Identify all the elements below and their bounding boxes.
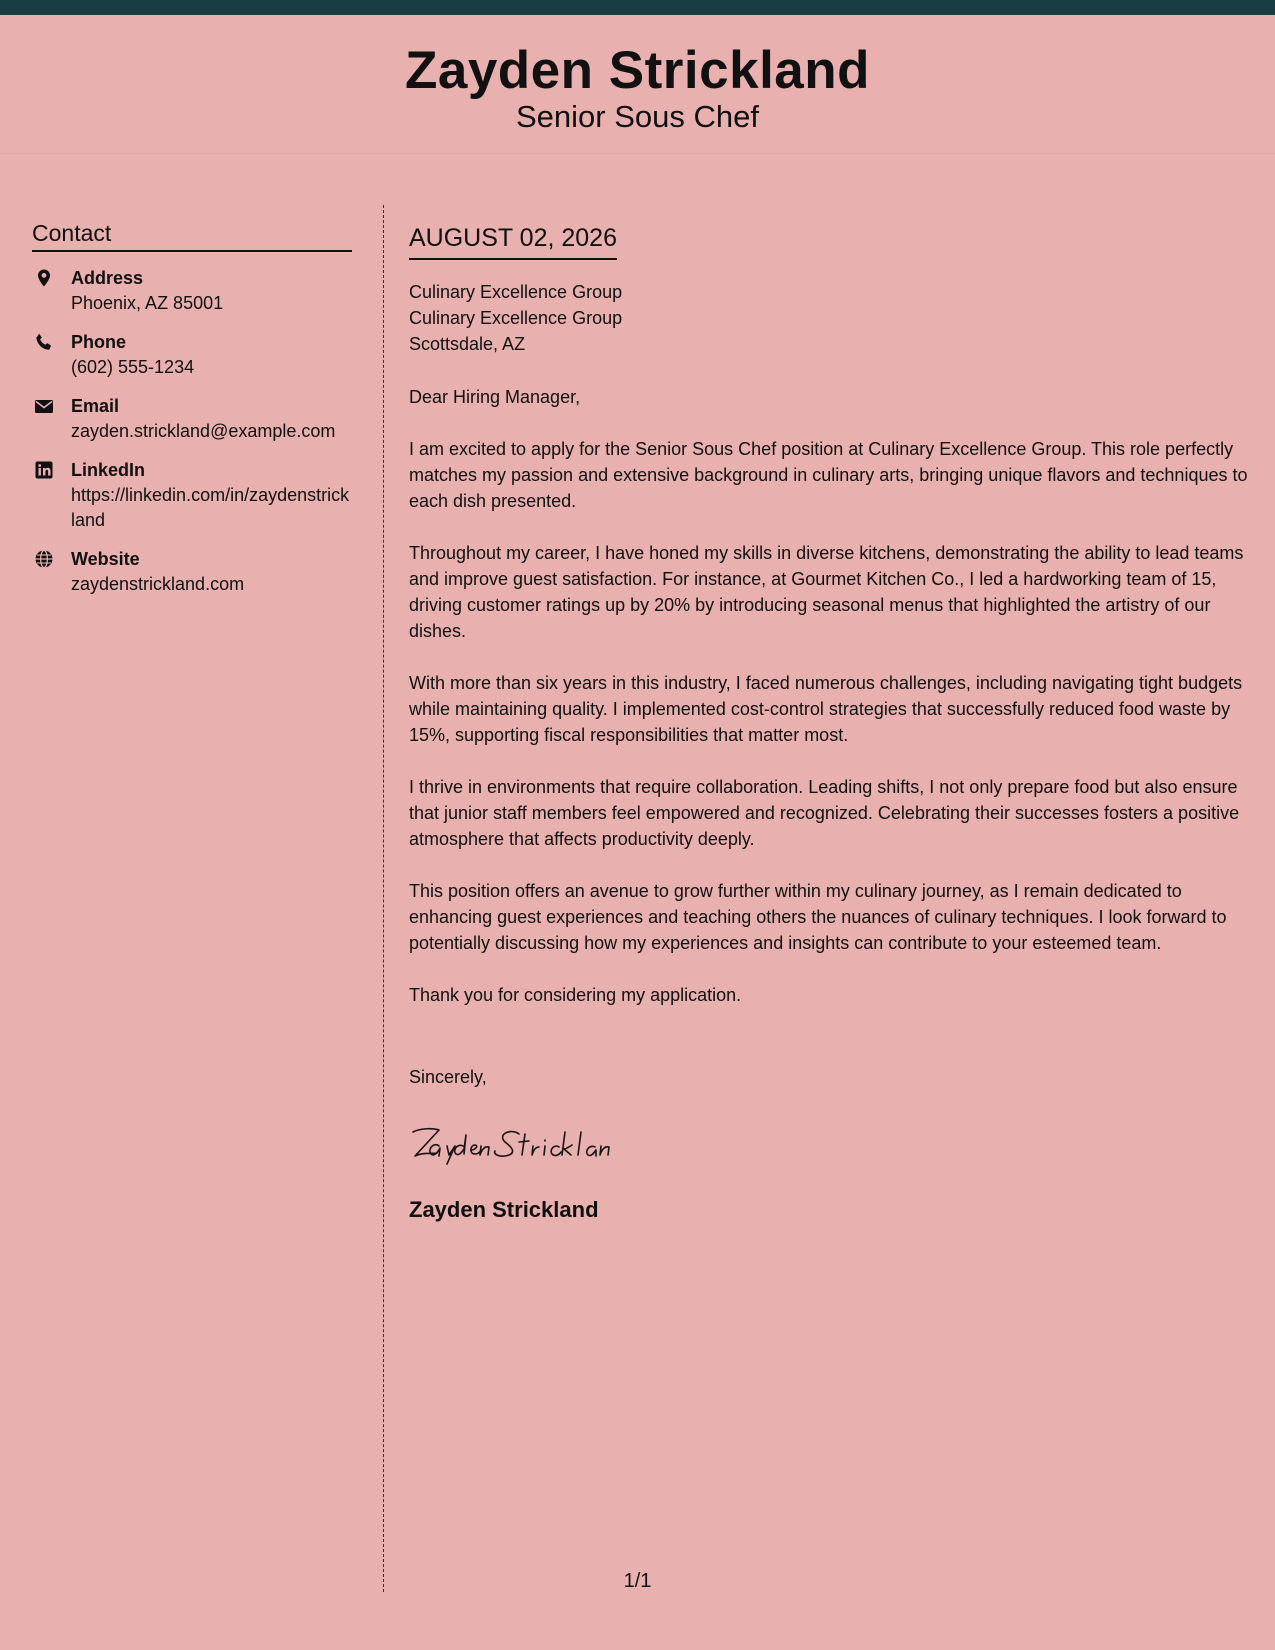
contact-item-email — [32, 394, 352, 444]
globe-icon — [34, 549, 54, 569]
letter-date: AUGUST 02, 2026 — [409, 222, 617, 260]
paragraph: I am excited to apply for the Senior Sous Chef position at Culinary Excellence Group. This role perfectly matches my passion and extensive background in culinary arts, bringing unique flavors and techniques to each dish presented. — [409, 439, 1248, 511]
contact-item-linkedin — [32, 458, 352, 533]
website-label: Website — [71, 549, 140, 569]
column-divider — [383, 205, 384, 1592]
address-label: Address — [71, 268, 144, 288]
top-accent-bar — [0, 0, 1275, 15]
address-value: Phoenix, AZ 85001 — [71, 293, 224, 313]
signer-name: Zayden Strickland — [409, 1197, 599, 1222]
map-pin-icon — [34, 268, 54, 288]
candidate-role: Senior Sous Chef — [516, 99, 759, 135]
recipient-line: Culinary Excellence Group — [409, 308, 623, 328]
signature-image — [409, 1118, 679, 1166]
contact-item-phone — [32, 330, 352, 380]
paragraph: This position offers an avenue to grow further within my culinary journey, as I remain dedicated to enhancing guest experiences and teaching others the nuances of culinary techniques. I look forward to potentially discussing how my experiences and insights can contribute to your esteemed team. — [409, 881, 1227, 953]
closing: Sincerely, — [409, 1067, 487, 1087]
paragraph: I thrive in environments that require collaboration. Leading shifts, I not only prepare food but also ensure that junior staff members feel empowered and recognized. Celebrating their successes fosters a positive atmosphere that affects productivity deeply. — [409, 777, 1240, 849]
phone-label: Phone — [71, 332, 127, 352]
envelope-icon — [34, 396, 54, 416]
salutation: Dear Hiring Manager, — [409, 387, 581, 407]
page-number: 1/1 — [623, 1570, 652, 1592]
linkedin-value[interactable]: https://linkedin.com/in/zaydenstrickland — [71, 485, 350, 530]
paragraph: With more than six years in this industry, I faced numerous challenges, including navigating tight budgets while maintaining quality. I implemented cost-control strategies that successfully reduced food waste by 15%, supporting fiscal responsibilities that matter most. — [409, 673, 1243, 745]
phone-icon — [34, 332, 54, 352]
recipient-line: Culinary Excellence Group — [409, 282, 623, 302]
page-header — [0, 15, 1275, 154]
linkedin-icon — [34, 460, 54, 480]
paragraph: Throughout my career, I have honed my skills in diverse kitchens, demonstrating the ability to lead teams and improve guest satisfaction. For instance, at Gourmet Kitchen Co., I led a hardworking team of 15, driving customer ratings up by 20% by introducing seasonal menus that highlighted the artistry of our dishes. — [409, 543, 1244, 641]
contact-sidebar — [32, 220, 352, 597]
paragraph: Thank you for considering my application. — [409, 985, 742, 1005]
letter-body — [409, 222, 1249, 1223]
phone-value: (602) 555-1234 — [71, 357, 195, 377]
email-value: zayden.strickland@example.com — [71, 421, 336, 441]
candidate-name: Zayden Strickland — [404, 41, 871, 100]
contact-item-address — [32, 266, 352, 316]
linkedin-label: LinkedIn — [71, 460, 146, 480]
recipient-line: Scottsdale, AZ — [409, 334, 526, 354]
email-label: Email — [71, 396, 120, 416]
contact-item-website — [32, 547, 352, 597]
website-value[interactable]: zaydenstrickland.com — [71, 574, 245, 594]
contact-heading: Contact — [32, 220, 352, 252]
recipient-block — [409, 279, 1249, 357]
